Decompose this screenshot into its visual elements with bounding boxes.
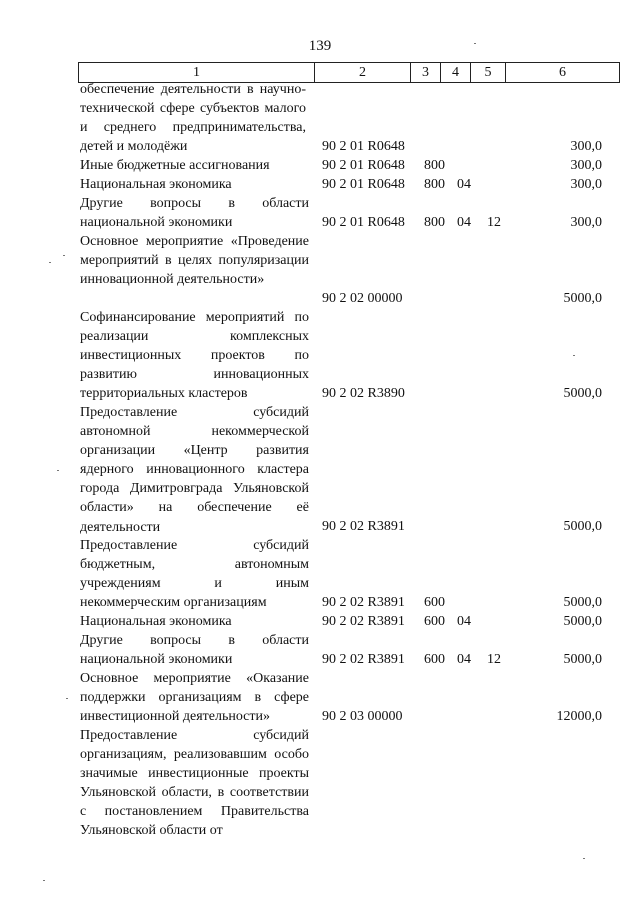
row-sum: 5000,0 <box>563 291 602 306</box>
row-sum: 300,0 <box>570 177 602 192</box>
row-code: 90 2 02 R3891 <box>322 595 405 610</box>
scan-speck <box>57 470 59 471</box>
column-header-5: 5 <box>470 63 505 82</box>
row-col4: 04 <box>457 177 471 192</box>
row-name: Предоставление субсидий бюджетным, автономным учреждениям и иным некоммерческим организациям <box>80 538 309 611</box>
row-col3: 600 <box>424 595 445 610</box>
row-sum: 12000,0 <box>556 709 602 724</box>
scan-speck <box>43 880 45 881</box>
row-sum: 5000,0 <box>563 614 602 629</box>
row-name: Предоставление субсидий организациям, реализовавшим особо значимые инвестиционные проекты Ульяновской области, в соответствии с постановлением Правительства Ульяновской области от <box>80 728 309 839</box>
row-sum: 5000,0 <box>563 386 602 401</box>
column-header-2: 2 <box>314 63 410 82</box>
row-name: обеспечение деятельности в научно-технической сфере субъектов малого и среднего предпринимательства, детей и молодёжи <box>80 82 306 155</box>
row-col4: 04 <box>457 614 471 629</box>
row-name: Национальная экономика <box>80 614 232 629</box>
scan-speck <box>63 255 65 256</box>
row-sum: 300,0 <box>570 215 602 230</box>
row-col3: 800 <box>424 158 445 173</box>
row-name: Основное мероприятие «Проведение мероприятий в целях популяризации инновационной деятельности» <box>80 234 309 288</box>
scan-speck <box>583 858 585 859</box>
row-code: 90 2 02 R3891 <box>322 652 405 667</box>
row-sum: 300,0 <box>570 158 602 173</box>
row-code: 90 2 01 R0648 <box>322 158 405 173</box>
row-code: 90 2 01 R0648 <box>322 177 405 192</box>
column-header-6: 6 <box>505 63 620 82</box>
row-col5: 12 <box>487 652 501 667</box>
row-sum: 300,0 <box>570 139 602 154</box>
row-code: 90 2 01 R0648 <box>322 215 405 230</box>
row-col3: 600 <box>424 614 445 629</box>
scan-speck <box>573 355 575 356</box>
column-header-3: 3 <box>410 63 440 82</box>
row-sum: 5000,0 <box>563 652 602 667</box>
scan-speck <box>66 698 68 699</box>
row-name: Другие вопросы в области национальной экономики <box>80 196 309 231</box>
row-sum: 5000,0 <box>563 595 602 610</box>
row-name: Другие вопросы в области национальной экономики <box>80 633 309 668</box>
row-col4: 04 <box>457 215 471 230</box>
row-code: 90 2 02 R3891 <box>322 614 405 629</box>
row-code: 90 2 02 00000 <box>322 291 403 306</box>
scan-speck <box>49 262 51 263</box>
row-sum: 5000,0 <box>563 519 602 534</box>
column-header-1: 1 <box>78 63 314 82</box>
row-name: Национальная экономика <box>80 177 232 192</box>
row-col3: 600 <box>424 652 445 667</box>
row-code: 90 2 01 R0648 <box>322 139 405 154</box>
row-name: Предоставление субсидий автономной некоммерческой организации «Центр развития ядерного инновационного кластера города Димитровграда Ульяновской области» на обеспечение её деятельности <box>80 405 309 535</box>
row-code: 90 2 03 00000 <box>322 709 403 724</box>
scan-speck <box>474 43 476 44</box>
row-name: Софинансирование мероприятий по реализации комплексных инвестиционных проектов по развитию инновационных территориальных кластеров <box>80 310 309 402</box>
row-col5: 12 <box>487 215 501 230</box>
row-name: Иные бюджетные ассигнования <box>80 158 270 173</box>
row-col3: 800 <box>424 177 445 192</box>
row-col4: 04 <box>457 652 471 667</box>
column-header-4: 4 <box>440 63 470 82</box>
page-number: 139 <box>308 38 332 54</box>
row-name: Основное мероприятие «Оказание поддержки организациям в сфере инвестиционной деятельности» <box>80 671 309 725</box>
row-code: 90 2 02 R3890 <box>322 386 405 401</box>
row-col3: 800 <box>424 215 445 230</box>
row-code: 90 2 02 R3891 <box>322 519 405 534</box>
